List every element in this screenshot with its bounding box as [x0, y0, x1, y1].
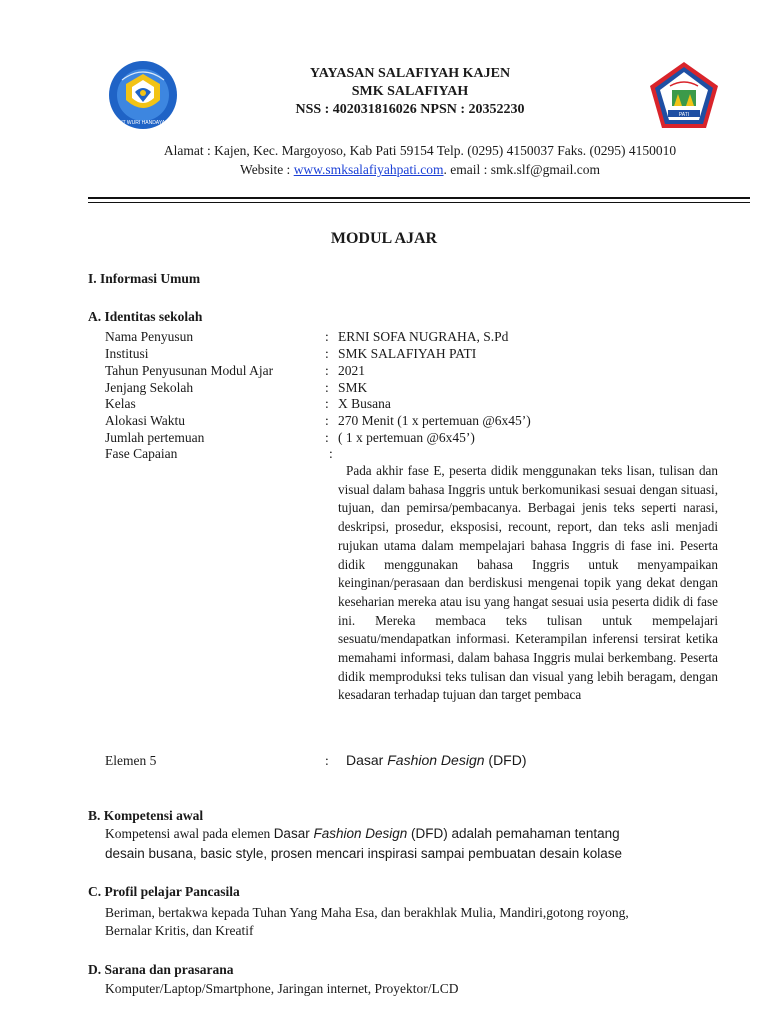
contact-line [90, 162, 750, 178]
row-colon: : [325, 380, 329, 395]
website-label: Website : [240, 162, 294, 177]
row-value-tahun: 2021 [338, 363, 365, 378]
kompetensi-line-2: desain busana, basic style, prosen mencari inspirasi sampai pembuatan desain kolase [105, 846, 623, 861]
kompetensi-prefix: Kompetensi awal pada elemen [105, 826, 274, 841]
row-label-institusi: Institusi [105, 346, 149, 361]
row-label-nama-penyusun: Nama Penyusun [105, 329, 194, 344]
profil-line-2: Bernalar Kritis, dan Kreatif [105, 923, 254, 938]
section-d-heading: D. Sarana dan prasarana [88, 962, 234, 977]
profil-line-1: Beriman, bertakwa kepada Tuhan Yang Maha Esa, dan berakhlak Mulia, Mandiri,gotong royong, [105, 905, 629, 920]
row-colon: : [329, 446, 333, 461]
row-label-jumlah: Jumlah pertemuan [105, 430, 205, 445]
row-colon: : [325, 346, 329, 361]
section-a-heading: A. Identitas sekolah [88, 309, 203, 324]
elemen-colon: : [325, 753, 329, 768]
section-b-heading: B. Kompetensi awal [88, 808, 204, 823]
pati-regency-logo [648, 60, 720, 132]
kompetensi-sans [274, 826, 620, 841]
row-value-jenjang: SMK [338, 380, 368, 395]
sarana-line-1: Komputer/Laptop/Smartphone, Jaringan internet, Proyektor/LCD [105, 981, 459, 996]
kompetensi-dasar: Dasar [273, 826, 314, 841]
nss-npsn: NSS : 402031816026 NPSN : 20352230 [295, 102, 525, 117]
fase-capaian-paragraph: Pada akhir fase E, peserta didik menggunakan teks lisan, tulisan dan visual dalam bahasa Inggris untuk berkomunikasi sesuai dengan situasi, tujuan, dan pemirsa/pembacanya. Berbagai jenis teks seperti narasi, deskripsi, prosedur, eksposisi, recount, report, dan teks asli menjadi rujukan utama dalam mempelajari bahasa Inggris di fase ini. Peserta didik menggunakan bahasa Inggris untuk menyampaikan keinginan/perasaan dan berdiskusi mengenai topik yang dekat dengan keseharian mereka atau isu yang hangat sesuai usia peserta didik di fase ini. Mereka membaca teks tulisan untuk mempelajari sesuatu/mendapatkan informasi. Keterampilan inferensi tersirat ketika memahami informasi, dalam bahasa Inggris mulai berkembang. Peserta didik memproduksi teks tulisan dan visual yang lebih beragam, dengan kesadaran terhadap tujuan dan target pembaca [338, 463, 718, 703]
header-rule-thin [88, 202, 750, 203]
row-colon: : [325, 396, 329, 411]
tut-wuri-handayani-logo [108, 60, 178, 130]
email-text: . email : smk.slf@gmail.com [443, 162, 600, 177]
kompetensi-line-1 [105, 826, 745, 842]
section-i-heading: I. Informasi Umum [88, 271, 201, 286]
address-line: Alamat : Kajen, Kec. Margoyoso, Kab Pati 59154 Telp. (0295) 4150037 Faks. (0295) 4150010 [163, 143, 677, 158]
elemen-value-italic: Fashion Design [387, 752, 485, 768]
elemen-label: Elemen 5 [105, 753, 157, 768]
row-value-jumlah: ( 1 x pertemuan @6x45’) [338, 430, 475, 445]
kompetensi-italic: Fashion Design [313, 826, 408, 841]
row-value-kelas: X Busana [338, 396, 391, 411]
row-colon: : [325, 413, 329, 428]
elemen-value-suffix: (DFD) [484, 752, 527, 768]
section-c-heading: C. Profil pelajar Pancasila [88, 884, 240, 899]
kompetensi-suffix: (DFD) adalah pemahaman tentang [407, 826, 620, 841]
row-value-institusi: SMK SALAFIYAH PATI [338, 346, 477, 361]
row-value-alokasi: 270 Menit (1 x pertemuan @6x45’) [338, 413, 531, 428]
school-name: SMK SALAFIYAH [351, 84, 469, 99]
svg-text:PATI: PATI [678, 112, 690, 118]
row-label-fase: Fase Capaian [105, 446, 178, 461]
row-colon: : [325, 329, 329, 344]
document-title: MODUL AJAR [330, 230, 438, 247]
row-colon: : [325, 430, 329, 445]
foundation-name: YAYASAN SALAFIYAH KAJEN [309, 66, 511, 81]
row-label-kelas: Kelas [105, 396, 136, 411]
row-label-tahun: Tahun Penyusunan Modul Ajar [105, 363, 274, 378]
website-link[interactable]: www.smksalafiyahpati.com [293, 162, 444, 177]
row-label-alokasi: Alokasi Waktu [105, 413, 186, 428]
elemen-value-prefix: Dasar [346, 752, 388, 768]
row-label-jenjang: Jenjang Sekolah [105, 380, 194, 395]
svg-text:TUT WURI HANDAYANI: TUT WURI HANDAYANI [115, 120, 171, 126]
row-value-nama-penyusun: ERNI SOFA NUGRAHA, S.Pd [338, 329, 509, 344]
row-colon: : [325, 363, 329, 378]
header-rule-thick [88, 197, 750, 199]
elemen-value [346, 752, 527, 768]
